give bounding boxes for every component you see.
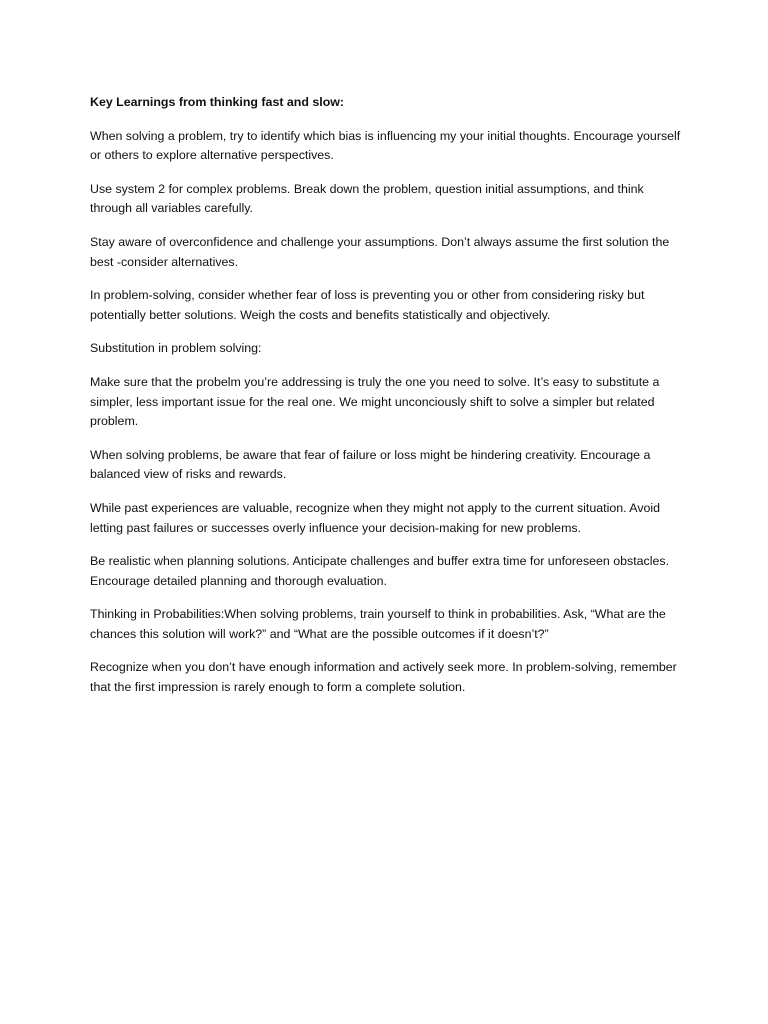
paragraph: While past experiences are valuable, recognize when they might not apply to the current situation. Avoid letting past failures or successes overly influence your decision-making for new problems. [90,500,661,535]
section-heading: Substitution in problem solving: [90,341,262,356]
paragraph: When solving a problem, try to identify which bias is influencing my your initial thoughts. Encourage yourself or others to explore alternative perspectives. [90,128,681,163]
paragraph: Make sure that the probelm you’re addressing is truly the one you need to solve. It’s easy to substitute a simpler, less important issue for the real one. We might unconciously shift to solve a simpler but related problem. [90,374,660,429]
document-title: Key Learnings from thinking fast and slow: [90,95,345,109]
paragraph: Recognize when you don’t have enough information and actively seek more. In problem-solving, remember that the first impression is rarely enough to form a complete solution. [90,660,677,695]
paragraph: When solving problems, be aware that fear of failure or loss might be hindering creativity. Encourage a balanced view of risks and rewards. [90,447,651,482]
paragraph: Be realistic when planning solutions. Anticipate challenges and buffer extra time for unforeseen obstacles. Encourage detailed planning and thorough evaluation. [90,554,670,588]
paragraph: Thinking in Probabilities:When solving problems, train yourself to think in probabilities. Ask, “What are the chances this solution will work?” and “What are the possible outcomes if it doesn’t?” [90,607,666,641]
paragraph: In problem-solving, consider whether fear of loss is preventing you or other from considering risky but potentially better solutions. Weigh the costs and benefits statistically and objectively. [90,288,645,322]
paragraph: Stay aware of overconfidence and challenge your assumptions. Don’t always assume the first solution the best -consider alternatives. [90,234,670,269]
document-body [90,93,685,712]
paragraph: Use system 2 for complex problems. Break down the problem, question initial assumptions, and think through all variables carefully. [90,181,644,216]
